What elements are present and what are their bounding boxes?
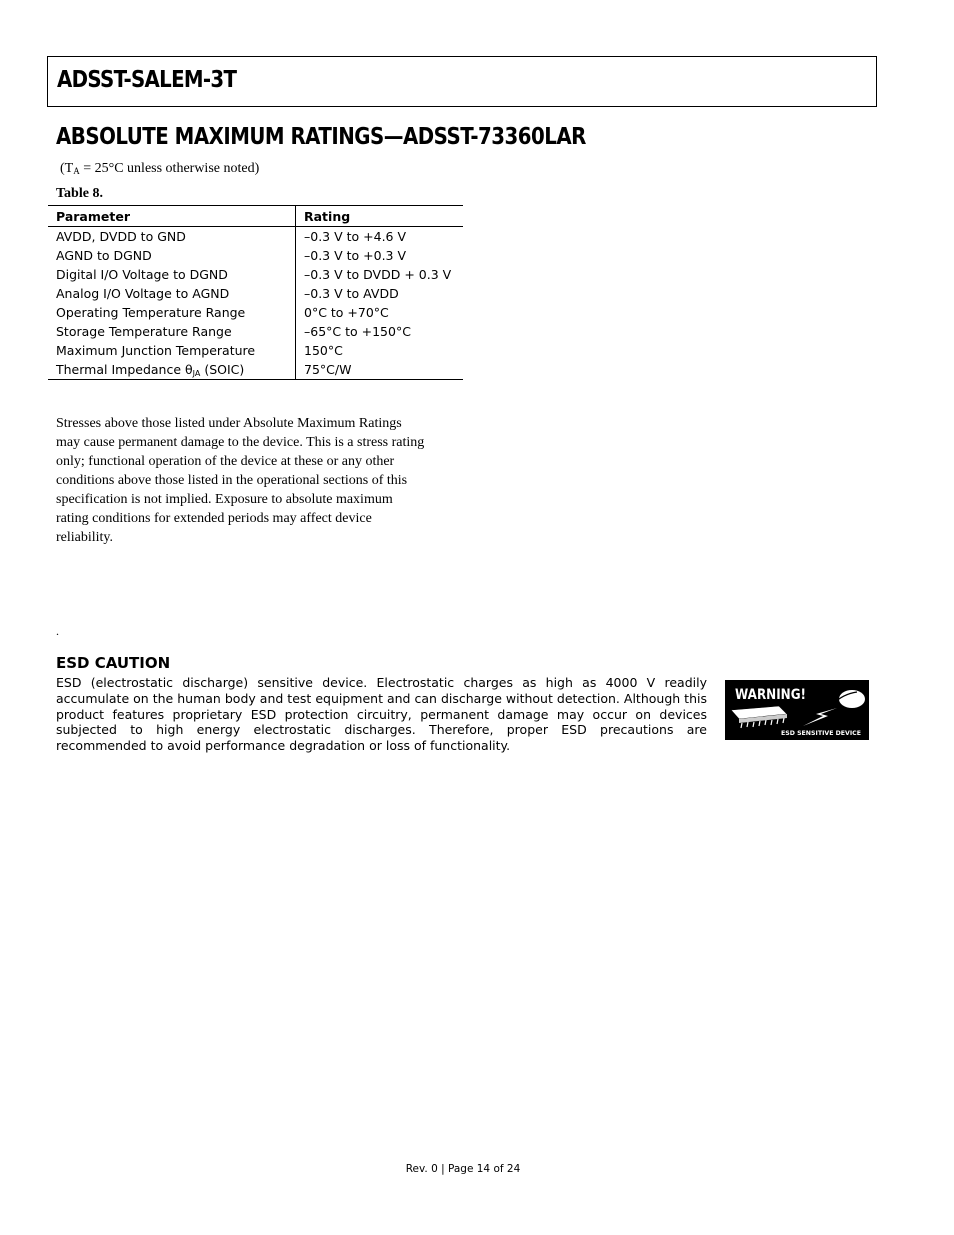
parameter-cell: Maximum Junction Temperature	[48, 341, 296, 360]
rating-cell: –65°C to +150°C	[304, 324, 411, 339]
header-parameter: Parameter	[48, 206, 296, 227]
table-row	[48, 360, 463, 380]
table-row	[48, 227, 463, 247]
rating-cell: 75°C/W	[296, 360, 464, 380]
esd-text: ESD (electrostatic discharge) sensitive device. Electrostatic charges as high as 4000 V readily accumulate on the human body and test equipment and can discharge without detection. Although this product features proprietary ESD protection circuitry, permanent damage may occur on devices subjected to high energy electrostatic discharges. Therefore, proper ESD precautions are recommended to avoid performance degradation or loss of functionality.	[56, 675, 707, 754]
esd-warning-icon	[725, 680, 869, 740]
param-main: Thermal Impedance θ	[56, 361, 193, 377]
table-row	[48, 303, 463, 322]
condition-subscript: A	[73, 166, 80, 176]
param-subscript: JA	[192, 368, 201, 378]
condition-note	[60, 161, 259, 177]
stray-dot: .	[56, 624, 59, 638]
param-tail: (SOIC)	[200, 361, 245, 377]
parameter-cell: Storage Temperature Range	[48, 322, 296, 341]
ratings-table	[48, 205, 463, 380]
page-footer: Rev. 0 | Page 14 of 24	[405, 1163, 521, 1175]
rating-cell: –0.3 V to +0.3 V	[304, 248, 407, 263]
warning-label: WARNING!	[735, 687, 806, 703]
parameter-cell: Digital I/O Voltage to DGND	[48, 265, 296, 284]
esd-sensitive-caption: ESD SENSITIVE DEVICE	[781, 729, 861, 737]
condition-rest: = 25°C unless otherwise noted)	[79, 161, 260, 176]
rating-cell: 150°C	[304, 343, 343, 358]
table-caption: Table 8.	[56, 186, 103, 201]
parameter-cell	[48, 360, 296, 380]
parameter-cell: AGND to DGND	[48, 246, 296, 265]
rating-cell: –0.3 V to DVDD + 0.3 V	[304, 267, 452, 282]
esd-heading: ESD CAUTION	[56, 654, 171, 672]
esd-warning-graphic	[725, 680, 869, 740]
parameter-cell: Analog I/O Voltage to AGND	[48, 284, 296, 303]
parameter-cell: Operating Temperature Range	[48, 303, 296, 322]
lightning-bolt-shape	[803, 708, 837, 726]
table-row	[48, 265, 463, 284]
stress-note: Stresses above those listed under Absolute Maximum Ratings may cause permanent damage to the device. This is a stress rating only; functional operation of the device at these or any other conditions above those listed in the operational sections of this specification is not implied. Exposure to absolute maximum rating conditions for extended periods may affect device reliability.	[56, 416, 425, 545]
condition-open: (T	[60, 161, 74, 176]
table-row	[48, 284, 463, 303]
table-header-row	[48, 206, 463, 227]
header-box	[47, 56, 877, 107]
parameter-cell: AVDD, DVDD to GND	[48, 227, 296, 247]
table-row	[48, 341, 463, 360]
section-title: ABSOLUTE MAXIMUM RATINGS—ADSST-73360LAR	[56, 124, 586, 150]
table-row	[48, 246, 463, 265]
rating-cell: –0.3 V to AVDD	[304, 286, 399, 301]
document-title: ADSST-SALEM-3T	[57, 67, 237, 93]
rating-cell: –0.3 V to +4.6 V	[304, 229, 407, 244]
header-rating: Rating	[296, 206, 464, 227]
table-row	[48, 322, 463, 341]
rating-cell: 0°C to +70°C	[304, 305, 389, 320]
